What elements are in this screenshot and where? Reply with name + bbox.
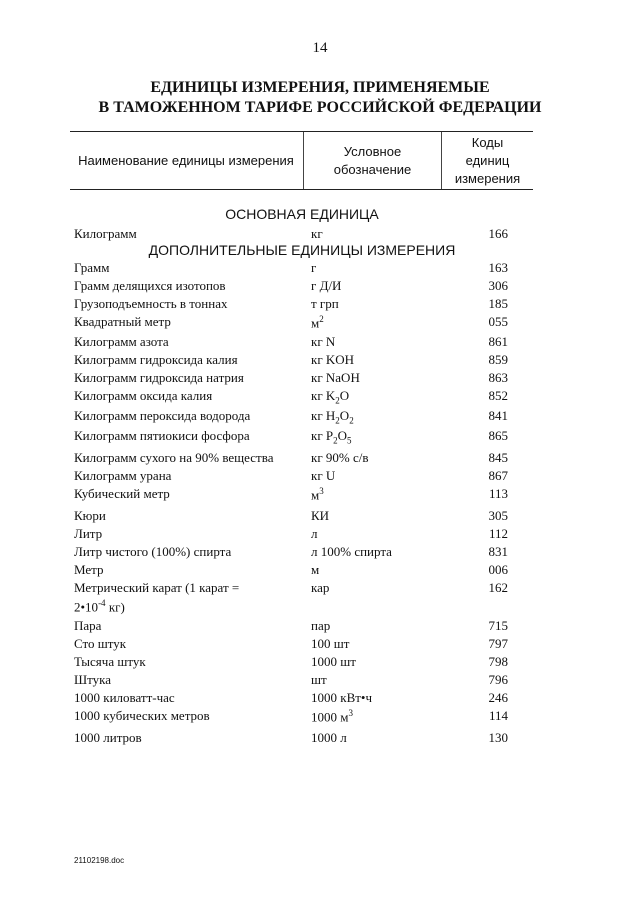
table-row	[0, 526, 640, 544]
unit-code: 796	[488, 672, 508, 687]
unit-symbol	[311, 562, 319, 578]
table-row	[0, 314, 640, 332]
unit-symbol-text: 100 шт	[311, 636, 350, 651]
unit-symbol	[311, 654, 356, 670]
unit-symbol	[311, 708, 353, 725]
unit-symbol	[311, 636, 349, 652]
unit-name: Литр чистого (100%) спирта	[74, 544, 232, 559]
unit-code: 305	[488, 508, 508, 523]
table-row	[0, 260, 640, 278]
table-row	[0, 334, 640, 352]
unit-code: 797	[488, 636, 508, 651]
unit-code: 831	[488, 544, 508, 559]
unit-name: Килограмм пероксида водорода	[74, 408, 251, 423]
unit-symbol-text: 1000 шт	[311, 654, 356, 669]
unit-name: Литр	[74, 526, 103, 541]
unit-symbol-text: шт	[311, 672, 327, 687]
unit-code: 114	[488, 708, 508, 723]
unit-symbol-text: г	[311, 260, 317, 275]
unit-name: 1000 киловатт-час	[74, 690, 175, 705]
section-additional-title: ДОПОЛНИТЕЛЬНЫЕ ЕДИНИЦЫ ИЗМЕРЕНИЯ	[148, 242, 456, 258]
unit-symbol	[311, 334, 335, 350]
unit-name-exponent: -4	[98, 598, 106, 608]
unit-symbol-text: кг P	[311, 428, 334, 443]
table-row	[0, 450, 640, 468]
unit-code: 113	[488, 486, 508, 501]
table-row	[0, 708, 640, 726]
table-row	[0, 408, 640, 426]
unit-symbol-text: м	[311, 487, 320, 503]
unit-name: Кюри	[74, 508, 106, 523]
unit-symbol-text: м	[311, 562, 320, 577]
unit-name: Килограмм гидроксида натрия	[74, 370, 244, 385]
table-row	[0, 428, 640, 446]
unit-symbol-text: O	[337, 428, 348, 443]
unit-name: Штука	[74, 672, 112, 687]
unit-symbol-text: кг NaOH	[311, 370, 360, 385]
unit-name: Килограмм оксида калия	[74, 388, 213, 403]
table-row	[0, 618, 640, 636]
header-name: Наименование единицы измерения	[78, 153, 294, 168]
unit-code: 865	[488, 428, 508, 443]
unit-symbol	[311, 672, 327, 688]
unit-code: 246	[488, 690, 508, 705]
unit-symbol-superscript: 3	[348, 708, 353, 718]
unit-code: 867	[488, 468, 508, 483]
unit-symbol	[311, 730, 347, 746]
unit-symbol-subscript: 2	[349, 415, 354, 426]
unit-code: 863	[488, 370, 508, 385]
unit-symbol-text: т грп	[311, 296, 339, 311]
unit-name: Пара	[74, 618, 102, 633]
table-row	[0, 544, 640, 562]
unit-symbol-text: O	[339, 388, 350, 403]
unit-name: Килограмм гидроксида калия	[74, 352, 238, 367]
unit-symbol-subscript: 2	[333, 435, 338, 446]
unit-symbol	[311, 508, 329, 524]
unit-symbol	[311, 408, 354, 426]
unit-symbol-text: 1000 м	[311, 709, 349, 725]
unit-name-continuation	[74, 598, 125, 615]
unit-symbol	[311, 544, 392, 560]
table-row	[0, 690, 640, 708]
unit-name: 1000 литров	[74, 730, 142, 745]
unit-symbol	[311, 468, 335, 484]
unit-symbol	[311, 388, 349, 406]
unit-name: Кубический метр	[74, 486, 170, 501]
title-line-1: ЕДИНИЦЫ ИЗМЕРЕНИЯ, ПРИМЕНЯЕМЫЕ	[150, 79, 490, 96]
unit-code: 861	[488, 334, 508, 349]
unit-symbol-text: кар	[311, 580, 330, 595]
header-symbol: Условное обозначение	[303, 132, 442, 189]
unit-name: Сто штук	[74, 636, 127, 651]
unit-symbol	[311, 296, 339, 312]
table-row	[0, 388, 640, 406]
unit-symbol-subscript: 2	[335, 395, 340, 406]
unit-symbol-text: КИ	[311, 508, 330, 523]
unit-code: 185	[488, 296, 508, 311]
table-row	[0, 486, 640, 504]
unit-name: Килограмм пятиокиси фосфора	[74, 428, 250, 443]
unit-symbol-superscript: 2	[319, 314, 324, 324]
unit-code: 859	[488, 352, 508, 367]
unit-name: Грамм делящихся изотопов	[74, 278, 226, 293]
header-code: Коды единиц измерения	[454, 134, 521, 186]
document-title	[0, 78, 640, 118]
unit-code: 852	[488, 388, 508, 403]
table-row	[0, 562, 640, 580]
unit-name: 1000 кубических метров	[74, 708, 210, 723]
unit-symbol	[311, 428, 352, 446]
unit-name: Тысяча штук	[74, 654, 146, 669]
unit-code: 166	[488, 226, 508, 241]
unit-symbol-text: кг KOH	[311, 352, 355, 367]
unit-symbol-text: кг K	[311, 388, 336, 403]
unit-symbol	[311, 278, 341, 294]
unit-code: 130	[488, 730, 508, 745]
unit-code: 715	[488, 618, 508, 633]
unit-name: Грамм	[74, 260, 110, 275]
unit-code: 162	[488, 580, 508, 595]
unit-name-part: 2•10	[74, 599, 99, 615]
unit-symbol-text: 1000 л	[311, 730, 347, 745]
unit-code: 841	[488, 408, 508, 423]
unit-name: Килограмм	[74, 226, 137, 241]
unit-code: 306	[488, 278, 508, 293]
unit-symbol-text: кг H	[311, 408, 336, 423]
unit-symbol	[311, 486, 324, 503]
unit-symbol-subscript: 5	[347, 435, 352, 446]
table-row	[0, 278, 640, 296]
unit-symbol	[311, 352, 354, 368]
unit-code: 006	[488, 562, 508, 577]
unit-name: Грузоподъемность в тоннах	[74, 296, 228, 311]
unit-symbol	[311, 370, 360, 386]
unit-name: Килограмм сухого на 90% вещества	[74, 450, 274, 465]
unit-symbol: кг	[311, 226, 323, 241]
unit-symbol	[311, 526, 318, 542]
unit-code: 055	[488, 314, 508, 329]
unit-symbol-text: O	[339, 408, 350, 423]
table-row	[0, 636, 640, 654]
unit-symbol	[311, 314, 324, 331]
unit-name: Метр	[74, 562, 104, 577]
unit-symbol	[311, 260, 316, 276]
unit-symbol	[311, 450, 369, 466]
table-row	[0, 580, 640, 615]
unit-name: Килограмм урана	[74, 468, 172, 483]
unit-symbol-text: м	[311, 315, 320, 331]
unit-symbol-text: л 100% спирта	[311, 544, 392, 559]
unit-symbol-text: кг 90% с/в	[311, 450, 369, 465]
unit-code: 845	[488, 450, 508, 465]
table-row	[0, 296, 640, 314]
table-row	[0, 468, 640, 486]
unit-symbol-text: кг N	[311, 334, 336, 349]
table-row	[0, 672, 640, 690]
table-header	[70, 131, 533, 190]
unit-symbol-superscript: 3	[319, 486, 324, 496]
unit-name: Квадратный метр	[74, 314, 171, 329]
unit-symbol-text: г Д/И	[311, 278, 342, 293]
unit-symbol-text: пар	[311, 618, 331, 633]
unit-symbol-text: л	[311, 526, 318, 541]
unit-code: 112	[488, 526, 508, 541]
table-row	[0, 654, 640, 672]
unit-name: Килограмм азота	[74, 334, 169, 349]
unit-code: 798	[488, 654, 508, 669]
table-row	[0, 370, 640, 388]
unit-symbol	[311, 690, 372, 706]
unit-name: Метрический карат (1 карат =	[74, 580, 240, 595]
unit-symbol-subscript: 2	[335, 415, 340, 426]
footer-filename: 21102198.doc	[74, 856, 125, 865]
title-line-2: В ТАМОЖЕННОМ ТАРИФЕ РОССИЙСКОЙ ФЕДЕРАЦИИ	[98, 99, 542, 116]
unit-symbol-text: кг U	[311, 468, 336, 483]
table-row	[0, 730, 640, 748]
unit-name-part: кг)	[105, 599, 125, 615]
section-basic-title: ОСНОВНАЯ ЕДИНИЦА	[225, 206, 379, 222]
unit-code: 163	[488, 260, 508, 275]
table-row	[0, 508, 640, 526]
unit-symbol	[311, 618, 330, 634]
unit-symbol-text: 1000 кВт•ч	[311, 690, 373, 705]
unit-symbol	[311, 580, 329, 596]
page-number: 14	[312, 40, 328, 56]
table-row	[0, 352, 640, 370]
